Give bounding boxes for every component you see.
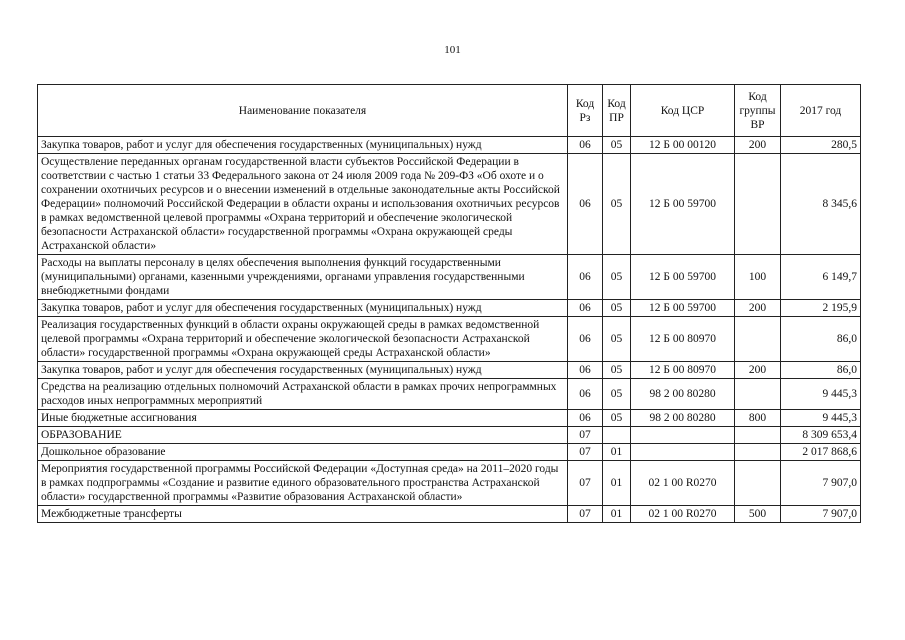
row-vr: 800 [735, 410, 781, 427]
table-row [38, 300, 861, 317]
row-vr [735, 379, 781, 410]
table-row [38, 137, 861, 154]
table-row [38, 506, 861, 523]
row-name: Осуществление переданных органам государственной власти субъектов Российской Федерации в соответствии с частью 1 статьи 33 Федерального закона от 24 июля 2009 года № 209-ФЗ «Об охоте и о сохранении охотничьих ресурсов и о внесении изменений в отдельные законодательные акты Российской Федерации» полномочий Российской Федерации в области охраны и использования охотничьих ресурсов в рамках ведомственной целевой программы «Охрана территорий и обеспечение экологической безопасности Астраханской области» государственной программы «Охрана окружающей среды Астраханской области» [38, 154, 568, 255]
row-rz: 06 [568, 300, 603, 317]
row-value: 6 149,7 [781, 255, 861, 300]
table-row [38, 154, 861, 255]
table-row [38, 255, 861, 300]
row-vr: 200 [735, 362, 781, 379]
row-name: Расходы на выплаты персоналу в целях обеспечения выполнения функций государственными (муниципальными) органами, казенными учреждениями, органами управления государственными внебюджетными фондами [38, 255, 568, 300]
row-csr: 12 Б 00 00120 [631, 137, 735, 154]
row-vr: 200 [735, 300, 781, 317]
row-rz: 06 [568, 137, 603, 154]
row-pr: 05 [603, 154, 631, 255]
row-pr: 01 [603, 444, 631, 461]
row-value: 2 017 868,6 [781, 444, 861, 461]
row-csr: 98 2 00 80280 [631, 410, 735, 427]
row-value: 7 907,0 [781, 461, 861, 506]
row-name: Мероприятия государственной программы Российской Федерации «Доступная среда» на 2011–2020 годы в рамках подпрограммы «Создание и развитие единого образовательного пространства Астраханской области» государственной программы «Развитие образования Астраханской области» [38, 461, 568, 506]
header-name: Наименование показателя [38, 85, 568, 137]
row-rz: 06 [568, 410, 603, 427]
header-year: 2017 год [781, 85, 861, 137]
header-vr: Код группы ВР [735, 85, 781, 137]
row-pr: 05 [603, 255, 631, 300]
row-csr: 02 1 00 R0270 [631, 461, 735, 506]
row-vr [735, 444, 781, 461]
row-vr [735, 427, 781, 444]
row-pr: 05 [603, 137, 631, 154]
row-pr: 05 [603, 362, 631, 379]
row-csr: 12 Б 00 80970 [631, 362, 735, 379]
row-value: 7 907,0 [781, 506, 861, 523]
row-rz: 07 [568, 444, 603, 461]
table-row [38, 427, 861, 444]
row-value: 280,5 [781, 137, 861, 154]
row-name: Закупка товаров, работ и услуг для обеспечения государственных (муниципальных) нужд [38, 362, 568, 379]
row-value: 8 345,6 [781, 154, 861, 255]
row-name: Реализация государственных функций в области охраны окружающей среды в рамках ведомственной целевой программы «Охрана территорий и обеспечение экологической безопасности Астраханской области» государственной программы «Охрана окружающей среды Астраханской области» [38, 317, 568, 362]
row-pr: 05 [603, 300, 631, 317]
row-vr [735, 154, 781, 255]
page-number: 101 [444, 44, 461, 56]
row-value: 86,0 [781, 317, 861, 362]
row-csr: 12 Б 00 59700 [631, 255, 735, 300]
row-pr: 05 [603, 379, 631, 410]
row-value: 9 445,3 [781, 410, 861, 427]
row-rz: 06 [568, 379, 603, 410]
budget-table [37, 84, 861, 523]
header-pr: Код ПР [603, 85, 631, 137]
table-row [38, 444, 861, 461]
row-pr: 01 [603, 461, 631, 506]
row-pr [603, 427, 631, 444]
row-name: Межбюджетные трансферты [38, 506, 568, 523]
table-row [38, 379, 861, 410]
row-csr: 98 2 00 80280 [631, 379, 735, 410]
table-row [38, 461, 861, 506]
row-pr: 05 [603, 410, 631, 427]
row-pr: 01 [603, 506, 631, 523]
table-row [38, 317, 861, 362]
row-csr [631, 444, 735, 461]
row-name: Средства на реализацию отдельных полномочий Астраханской области в рамках прочих непрограммных расходов иных непрограммных мероприятий [38, 379, 568, 410]
row-csr: 12 Б 00 80970 [631, 317, 735, 362]
table-row [38, 410, 861, 427]
row-rz: 06 [568, 362, 603, 379]
row-name: Иные бюджетные ассигнования [38, 410, 568, 427]
row-csr: 12 Б 00 59700 [631, 154, 735, 255]
row-rz: 06 [568, 255, 603, 300]
row-vr: 100 [735, 255, 781, 300]
header-rz: Код Рз [568, 85, 603, 137]
row-vr: 200 [735, 137, 781, 154]
row-rz: 06 [568, 317, 603, 362]
row-rz: 07 [568, 427, 603, 444]
header-csr: Код ЦСР [631, 85, 735, 137]
row-rz: 07 [568, 506, 603, 523]
row-name: Закупка товаров, работ и услуг для обеспечения государственных (муниципальных) нужд [38, 300, 568, 317]
table-header-row [38, 85, 861, 137]
row-pr: 05 [603, 317, 631, 362]
row-vr [735, 461, 781, 506]
row-name: ОБРАЗОВАНИЕ [38, 427, 568, 444]
row-csr [631, 427, 735, 444]
row-vr: 500 [735, 506, 781, 523]
row-csr: 02 1 00 R0270 [631, 506, 735, 523]
row-csr: 12 Б 00 59700 [631, 300, 735, 317]
row-rz: 06 [568, 154, 603, 255]
row-vr [735, 317, 781, 362]
row-value: 2 195,9 [781, 300, 861, 317]
row-value: 86,0 [781, 362, 861, 379]
row-name: Закупка товаров, работ и услуг для обеспечения государственных (муниципальных) нужд [38, 137, 568, 154]
row-value: 8 309 653,4 [781, 427, 861, 444]
row-value: 9 445,3 [781, 379, 861, 410]
row-rz: 07 [568, 461, 603, 506]
row-name: Дошкольное образование [38, 444, 568, 461]
table-row [38, 362, 861, 379]
